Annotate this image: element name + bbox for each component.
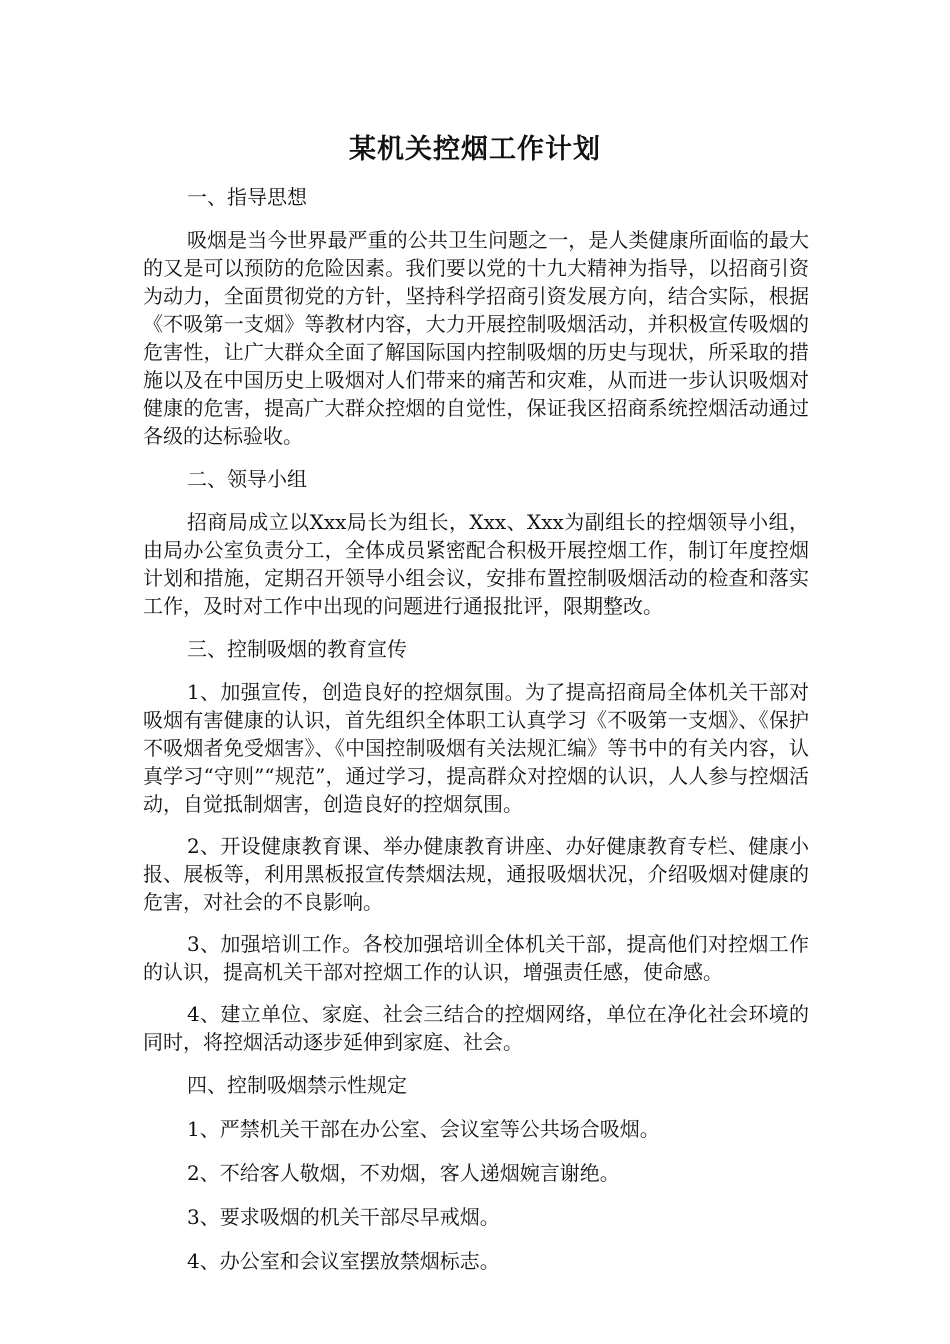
paragraph-leading-group: 招商局成立以Xxx局长为组长，Xxx、Xxx为副组长的控烟领导小组，由局办公室负责分工，全体成员紧密配合积极开展控烟工作，制订年度控烟计划和措施，定期召开领导小组会议，安排布置控制吸烟活动的检查和落实工作，及时对工作中出现的问题进行通报批评，限期整改。 (143, 510, 809, 618)
section-heading-education: 三、控制吸烟的教育宣传 (187, 637, 407, 661)
section-heading-guiding-ideology: 一、指导思想 (187, 185, 307, 209)
regulation-item-1: 1、严禁机关干部在办公室、会议室等公共场合吸烟。 (187, 1117, 660, 1141)
regulation-item-2: 2、不给客人敬烟，不劝烟，客人递烟婉言谢绝。 (187, 1161, 620, 1185)
paragraph-education-4: 4、建立单位、家庭、社会三结合的控烟网络，单位在净化社会环境的同时，将控烟活动逐步延伸到家庭、社会。 (143, 1002, 809, 1054)
regulation-item-3: 3、要求吸烟的机关干部尽早戒烟。 (187, 1205, 500, 1229)
section-heading-leading-group: 二、领导小组 (187, 467, 307, 491)
paragraph-education-2: 2、开设健康教育课、举办健康教育讲座、办好健康教育专栏、健康小报、展板等，利用黑板报宣传禁烟法规，通报吸烟状况，介绍吸烟对健康的危害，对社会的不良影响。 (143, 834, 809, 914)
paragraph-education-1: 1、加强宣传，创造良好的控烟氛围。为了提高招商局全体机关干部对吸烟有害健康的认识，首先组织全体职工认真学习《不吸第一支烟》、《保护不吸烟者免受烟害》、《中国控制吸烟有关法规汇编》等书中的有关内容，认真学习“守则”“规范”，通过学习，提高群众对控烟的认识，人人参与控烟活动，自觉抵制烟害，创造良好的控烟氛围。 (143, 680, 809, 816)
section-heading-regulations: 四、控制吸烟禁示性规定 (187, 1073, 407, 1097)
document-title: 某机关控烟工作计划 (349, 134, 601, 165)
paragraph-guiding-ideology: 吸烟是当今世界最严重的公共卫生问题之一，是人类健康所面临的最大的又是可以预防的危险因素。我们要以党的十九大精神为指导，以招商引资为动力，全面贯彻党的方针，坚持科学招商引资发展方向，结合实际，根据《不吸第一支烟》等教材内容，大力开展控制吸烟活动，并积极宣传吸烟的危害性，让广大群众全面了解国际国内控制吸烟的历史与现状，所采取的措施以及在中国历史上吸烟对人们带来的痛苦和灾难，从而进一步认识吸烟对健康的危害，提高广大群众控烟的自觉性，保证我区招商系统控烟活动通过各级的达标验收。 (143, 228, 809, 448)
regulation-item-4: 4、办公室和会议室摆放禁烟标志。 (187, 1249, 500, 1273)
document-body (143, 182, 809, 1290)
paragraph-education-3: 3、加强培训工作。各校加强培训全体机关干部，提高他们对控烟工作的认识，提高机关干部对控烟工作的认识，增强责任感，使命感。 (143, 932, 809, 984)
